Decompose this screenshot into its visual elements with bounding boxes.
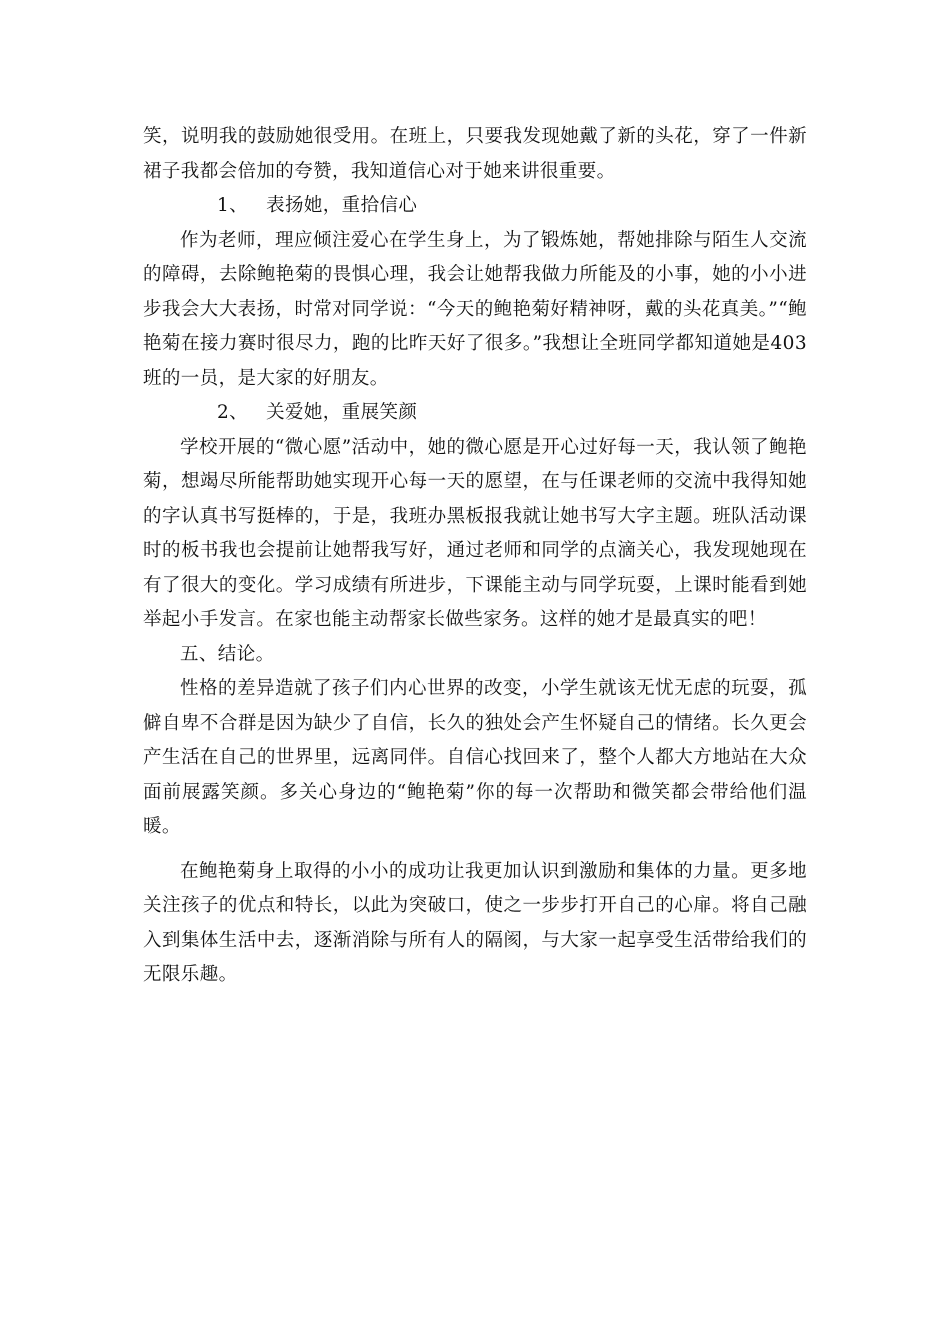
paragraph-conclusion: 性格的差异造就了孩子们内心世界的改变，小学生就该无忧无虑的玩耍，孤僻自卑不合群是因为缺少了自信，长久的独处会产生怀疑自己的情绪。长久更会产生活在自己的世界里，远离同伴。自信心找回来了，整个人都大方地站在大众面前展露笑颜。多关心身边的“鲍艳菊”你的每一次帮助和微笑都会带给他们温暖。 [143,678,807,837]
heading-text: 关爱她，重展笑颜 [266,402,418,423]
section-heading-praise [143,189,807,224]
section-heading-conclusion: 五、结论。 [180,643,275,665]
paragraph-care: 学校开展的“微心愿”活动中，她的微心愿是开心过好每一天，我认领了鲍艳菊，想竭尽所能帮助她实现开心每一天的愿望，在与任课老师的交流中我得知她的字认真书写挺棒的，于是，我班办黑板报我就让她书写大字主题。班队活动课时的板书我也会提前让她帮我写好，通过老师和同学的点滴关心，我发现她现在有了很大的变化。学习成绩有所进步，下课能主动与同学玩耍，上课时能看到她举起小手发言。在家也能主动帮家长做些家务。这样的她才是最真实的吧！ [143,436,807,630]
document-page [143,120,807,993]
paragraph-final: 在鲍艳菊身上取得的小小的成功让我更加认识到激励和集体的力量。更多地关注孩子的优点和特长，以此为突破口，使之一步步打开自己的心扉。将自己融入到集体生活中去，逐渐消除与所有人的隔阂，与大家一起享受生活带给我们的无限乐趣。 [143,860,807,985]
paragraph-praise: 作为老师，理应倾注爱心在学生身上，为了锻炼她，帮她排除与陌生人交流的障碍，去除鲍艳菊的畏惧心理，我会让她帮我做力所能及的小事，她的小小进步我会大大表扬，时常对同学说：“今天的鲍艳菊好精神呀，戴的头花真美。”“鲍艳菊在接力赛时很尽力，跑的比昨天好了很多。”我想让全班同学都知道她是403班的一员，是大家的好朋友。 [143,229,807,389]
section-heading-care [143,396,807,431]
heading-text: 表扬她，重拾信心 [266,195,418,216]
paragraph-continued: 笑，说明我的鼓励她很受用。在班上，只要我发现她戴了新的头花，穿了一件新裙子我都会倍加的夸赞，我知道信心对于她来讲很重要。 [143,126,807,182]
heading-number: 2、 [217,402,249,423]
heading-number: 1、 [217,195,249,216]
